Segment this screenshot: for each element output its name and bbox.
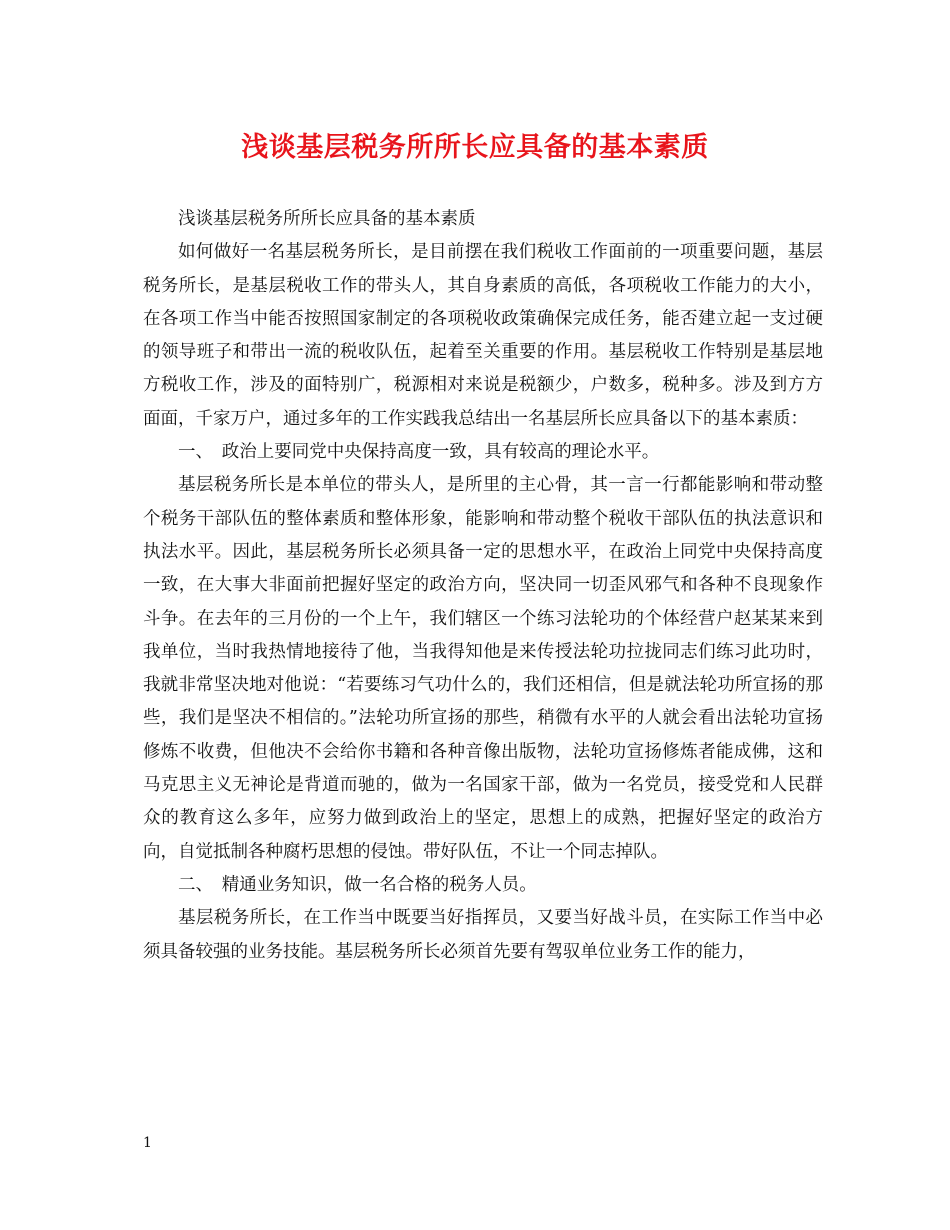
page-number: 1 bbox=[143, 1135, 152, 1151]
paragraph-section-1: 基层税务所长是本单位的带头人，是所里的主心骨，其一言一行都能影响和带动整个税务干部队伍的整体素质和整体形象，能影响和带动整个税收干部队伍的执法意识和执法水平。因此，基层税务所长必须具备一定的思想水平，在政治上同党中央保持高度一致，在大事大非面前把握好坚定的政治方向，坚决同一切歪风邪气和各种不良现象作斗争。在去年的三月份的一个上午，我们辖区一个练习法轮功的个体经营户赵某某来到我单位，当时我热情地接待了他，当我得知他是来传授法轮功拉拢同志们练习此功时，我就非常坚决地对他说：“若要练习气功什么的，我们还相信，但是就法轮功所宣扬的那些，我们是坚决不相信的。”法轮功所宣扬的那些，稍微有水平的人就会看出法轮功宣扬修炼不收费，但他决不会给你书籍和各种音像出版物，法轮功宣扬修炼者能成佛，这和马克思主义无神论是背道而驰的，做为一名国家干部，做为一名党员，接受党和人民群众的教育这么多年，应努力做到政治上的坚定，思想上的成熟，把握好坚定的政治方向，自觉抵制各种腐朽思想的侵蚀。带好队伍，不让一个同志掉队。 bbox=[143, 475, 823, 862]
document-body bbox=[143, 203, 823, 969]
paragraph-section-2: 基层税务所长，在工作当中既要当好指挥员，又要当好战斗员，在实际工作当中必须具备较强的业务技能。基层税务所长必须首先要有驾驭单位业务工作的能力， bbox=[143, 908, 823, 962]
section-heading-1: 一、 政治上要同党中央保持高度一致，具有较高的理论水平。 bbox=[178, 442, 660, 463]
section-heading-2: 二、 精通业务知识，做一名合格的税务人员。 bbox=[178, 874, 537, 895]
paragraph-subtitle: 浅谈基层税务所所长应具备的基本素质 bbox=[178, 209, 476, 229]
document-title: 浅谈基层税务所所长应具备的基本素质 bbox=[241, 132, 709, 163]
paragraph-intro: 如何做好一名基层税务所长，是目前摆在我们税收工作面前的一项重要问题，基层税务所长，是基层税收工作的带头人，其自身素质的高低，各项税收工作能力的大小，在各项工作当中能否按照国家制定的各项税收政策确保完成任务，能否建立起一支过硬的领导班子和带出一流的税收队伍，起着至关重要的作用。基层税收工作特别是基层地方税收工作，涉及的面特别广，税源相对来说是税额少，户数多，税种多。涉及到方方面面，千家万户，通过多年的工作实践我总结出一名基层所长应具备以下的基本素质： bbox=[143, 242, 823, 429]
